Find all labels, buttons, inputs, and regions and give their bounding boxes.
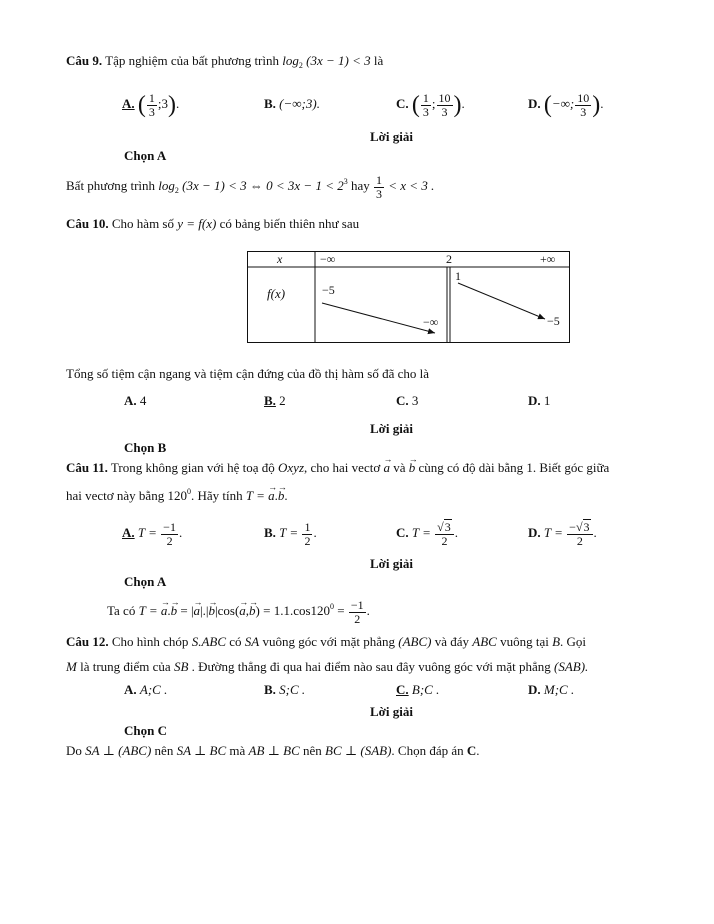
fraction (567, 521, 592, 548)
option-end: . (454, 525, 459, 540)
option-pre: T = (543, 525, 563, 540)
edge-name: SB (173, 659, 189, 674)
denominator: 2 (441, 533, 448, 548)
solution-text: Bất phương trình (66, 178, 156, 193)
question-text: vuông góc với mặt phẳng (262, 634, 396, 649)
q12-option-c[interactable] (396, 682, 439, 698)
option-letter: C. (396, 393, 409, 408)
paren: ( (543, 92, 552, 119)
table-minus-infinity: −∞ (320, 252, 336, 266)
vector-b: → b (409, 460, 416, 476)
option-pre: T = (137, 525, 157, 540)
question-text: Cho hàm số (111, 216, 174, 231)
fraction (435, 521, 454, 548)
option-letter: A. (124, 682, 137, 697)
angle-value: 120 (167, 488, 187, 503)
solution-title: Lời giải (370, 556, 413, 571)
solution-text: nên (303, 743, 322, 758)
solution-text: . Chọn đáp án (391, 743, 464, 758)
q10-question: Tổng số tiệm cận ngang và tiệm cận đứng của đồ thị hàm số đã cho là (66, 366, 430, 381)
option-end: . (600, 96, 604, 111)
numerator: −1 (163, 519, 176, 534)
q12-stem-line1 (66, 634, 586, 650)
question-tail: là (373, 53, 384, 68)
q11-solution: Ta có T = → a.→ b = |→ $a|.|\to b|\cos(\to a,\to b) = 1.1.\cos 120^0$ = $\frac{-1}{2}$ . (107, 592, 370, 626)
plane-name: (ABC) (398, 634, 432, 649)
fraction (349, 599, 366, 626)
log-base: 2 (174, 186, 179, 195)
denominator: 2 (354, 611, 361, 626)
log-arg: (3x − 1) < 3 (306, 53, 371, 68)
function-expr: y = f(x) (177, 216, 217, 231)
variation-table-svg (247, 251, 570, 343)
question-text: . Hãy tính (190, 488, 243, 503)
denominator: 2 (304, 533, 311, 548)
plane-name: (SAB). (554, 659, 589, 674)
variation-table (247, 251, 570, 343)
option-letter: D. (528, 525, 541, 540)
option-letter: D. (528, 682, 541, 697)
vector-a: → a (383, 460, 390, 476)
option-value: 3 (411, 393, 419, 408)
fraction (374, 174, 384, 201)
exponent: 3 (343, 177, 348, 186)
triangle-name: ABC (472, 634, 497, 649)
question-text: và (393, 460, 406, 475)
q10-stem (66, 216, 359, 232)
option-value: B;C . (411, 682, 440, 697)
option-pre: T = (411, 525, 431, 540)
option-end: . (176, 96, 180, 111)
option-letter: B. (264, 393, 276, 408)
radicand: 3 (583, 519, 590, 534)
question-label: Câu 9. (66, 53, 103, 68)
option-letter: C. (396, 682, 409, 697)
table-border (248, 252, 570, 343)
option-rest: ;3 (157, 96, 169, 111)
degree-sign: 0 (330, 602, 335, 611)
fraction (437, 92, 453, 119)
table-x-two: 2 (446, 252, 452, 266)
numerator: 10 (577, 90, 590, 105)
option-value: A;C . (139, 682, 168, 697)
solution-expr: SA ⊥ (ABC) (85, 743, 152, 758)
numerator: −√3 (567, 521, 592, 535)
degree-sign: 0 (186, 487, 191, 496)
chosen-answer: Chọn A (124, 148, 167, 163)
solution-text: Ta có (107, 603, 136, 618)
numerator: 1 (376, 172, 382, 187)
option-letter: A. (122, 96, 135, 111)
separator: ; (431, 96, 436, 111)
chosen-answer: Chọn C (124, 723, 167, 738)
q12-stem-line2 (66, 659, 588, 675)
question-text: Trong không gian với hệ toạ độ (110, 460, 275, 475)
q9-option-d[interactable] (528, 89, 604, 119)
log-expr: log (282, 53, 299, 68)
solution-expr: SA ⊥ BC (176, 743, 227, 758)
option-end: . (593, 525, 597, 540)
solution-title: Lời giải (370, 129, 413, 144)
pyramid-name: S.ABC (191, 634, 226, 649)
q12-option-a[interactable] (124, 682, 167, 698)
option-letter: D. (528, 96, 541, 111)
solution-expr: AB ⊥ BC (248, 743, 300, 758)
fraction (147, 92, 157, 119)
q11-stem-line1 (66, 460, 609, 476)
q9-option-b[interactable] (264, 96, 320, 112)
fraction (421, 92, 431, 119)
fraction (302, 521, 312, 548)
table-value-left-end: −∞ (423, 315, 439, 329)
paren: ) (592, 92, 601, 119)
question-label: Câu 10. (66, 216, 109, 231)
table-value-left-start: −5 (322, 283, 335, 297)
denominator: 2 (166, 533, 173, 548)
question-text: cùng có độ dài bằng 1. Biết góc giữa (418, 460, 610, 475)
q11-option-c[interactable] (396, 518, 458, 548)
t-expression: T = (138, 603, 158, 618)
numerator: 10 (438, 90, 451, 105)
table-x-label: x (277, 252, 283, 266)
solution-text: hay (350, 178, 370, 193)
coordinate-system: Oxyz (278, 460, 305, 475)
point-name: B (552, 634, 561, 649)
question-text: , cho hai vectơ (304, 460, 381, 475)
solution-expr: = 1.1.cos120 (263, 603, 331, 618)
q10-option-a[interactable] (124, 393, 146, 409)
question-tail: có bảng biến thiên như sau (219, 216, 360, 231)
q12-solution (66, 743, 480, 759)
chosen-answer: Chọn B (124, 440, 167, 455)
question-text: Cho hình chóp (111, 634, 189, 649)
q11-stem-line2: hai vectơ này bằng $120^0$. Hãy tính T = → a.→ b. (66, 484, 288, 504)
q12-option-d[interactable] (528, 682, 574, 698)
question-text: . Đường thẳng đi qua hai điểm nào sau đây vuông góc với mặt phẳng (191, 659, 551, 674)
paren: ( (411, 92, 420, 119)
fraction (575, 92, 591, 119)
q11-option-b[interactable] (264, 518, 317, 548)
solution-expr: (3x − 1) < 3 ⇔ 0 < 3x − 1 < 2 (182, 178, 344, 193)
numerator: 1 (148, 90, 155, 105)
table-value-right-start: 1 (455, 269, 461, 283)
option-value: 4 (139, 393, 147, 408)
numerator: −1 (350, 597, 364, 612)
q10-option-c[interactable] (396, 393, 418, 409)
option-value: 1 (543, 393, 551, 408)
point-name: M (66, 659, 77, 674)
option-end: . (313, 525, 317, 540)
option-value: (−∞;3). (279, 96, 320, 111)
fraction (161, 521, 178, 548)
denominator: 3 (422, 104, 429, 119)
option-value: M;C . (543, 682, 575, 697)
solution-text: mà (229, 743, 246, 758)
q10-option-d[interactable] (528, 393, 550, 409)
question-text: vuông tại (500, 634, 549, 649)
question-text: là trung điểm của (80, 659, 171, 674)
table-fx-label: f(x) (267, 286, 286, 301)
option-letter: A. (124, 393, 137, 408)
option-letter: A. (122, 525, 135, 540)
solution-text: nên (154, 743, 174, 758)
numerator: √3 (435, 521, 454, 535)
solution-end: . (366, 603, 370, 618)
q10-option-b[interactable] (264, 393, 286, 409)
question-label: Câu 11. (66, 460, 108, 475)
solution-expr: BC ⊥ (SAB) (325, 743, 392, 758)
decreasing-arrow-right (458, 283, 545, 319)
paren: ) (453, 92, 462, 119)
numerator: 1 (304, 519, 311, 534)
option-letter: C. (396, 96, 409, 111)
table-plus-infinity: +∞ (540, 252, 556, 266)
q12-option-b[interactable] (264, 682, 305, 698)
denominator: 3 (376, 186, 382, 201)
solution-end: . (476, 743, 480, 758)
option-value: S;C . (279, 682, 306, 697)
denominator: 3 (148, 104, 155, 119)
option-pre: T = (279, 525, 299, 540)
minus-sign: − (569, 519, 576, 534)
question-text: Tập nghiệm của bất phương trình (105, 53, 279, 68)
q11-option-d[interactable] (528, 518, 597, 548)
option-letter: C. (396, 525, 409, 540)
question-text: và đáy (434, 634, 470, 649)
denominator: 3 (580, 104, 587, 119)
log-base: 2 (298, 61, 303, 70)
radicand: 3 (444, 519, 451, 534)
option-end: . (178, 525, 183, 540)
t-expression: T = (245, 488, 265, 503)
option-value: 2 (279, 393, 286, 408)
log-expr: log (158, 178, 175, 193)
option-letter: D. (528, 393, 541, 408)
option-pre: −∞; (551, 96, 575, 111)
q9-option-a[interactable] (122, 89, 179, 119)
question-text: . Gọi (560, 634, 587, 649)
q9-solution (66, 168, 434, 205)
chosen-answer: Chọn A (124, 574, 167, 589)
option-letter: B. (264, 525, 276, 540)
question-label: Câu 12. (66, 634, 109, 649)
denominator: 3 (441, 104, 448, 119)
answer-letter: C (466, 743, 477, 758)
edge-name: SA (244, 634, 260, 649)
q11-option-a[interactable] (122, 518, 182, 548)
decreasing-arrow-left (322, 303, 435, 333)
paren: ( (137, 92, 146, 119)
table-value-right-end: −5 (547, 314, 560, 328)
paren: ) (168, 92, 177, 119)
solution-title: Lời giải (370, 704, 413, 719)
solution-text: Do (66, 743, 82, 758)
question-text: hai vectơ này bằng (66, 488, 165, 503)
option-end: . (461, 96, 465, 111)
denominator: 2 (576, 533, 583, 548)
numerator: 1 (422, 90, 429, 105)
question-text: có (229, 634, 242, 649)
solution-expr: < x < 3 . (388, 178, 435, 193)
option-letter: B. (264, 682, 276, 697)
option-letter: B. (264, 96, 276, 111)
solution-title: Lời giải (370, 421, 413, 436)
q9-stem (66, 53, 383, 74)
q9-option-c[interactable] (396, 89, 465, 119)
